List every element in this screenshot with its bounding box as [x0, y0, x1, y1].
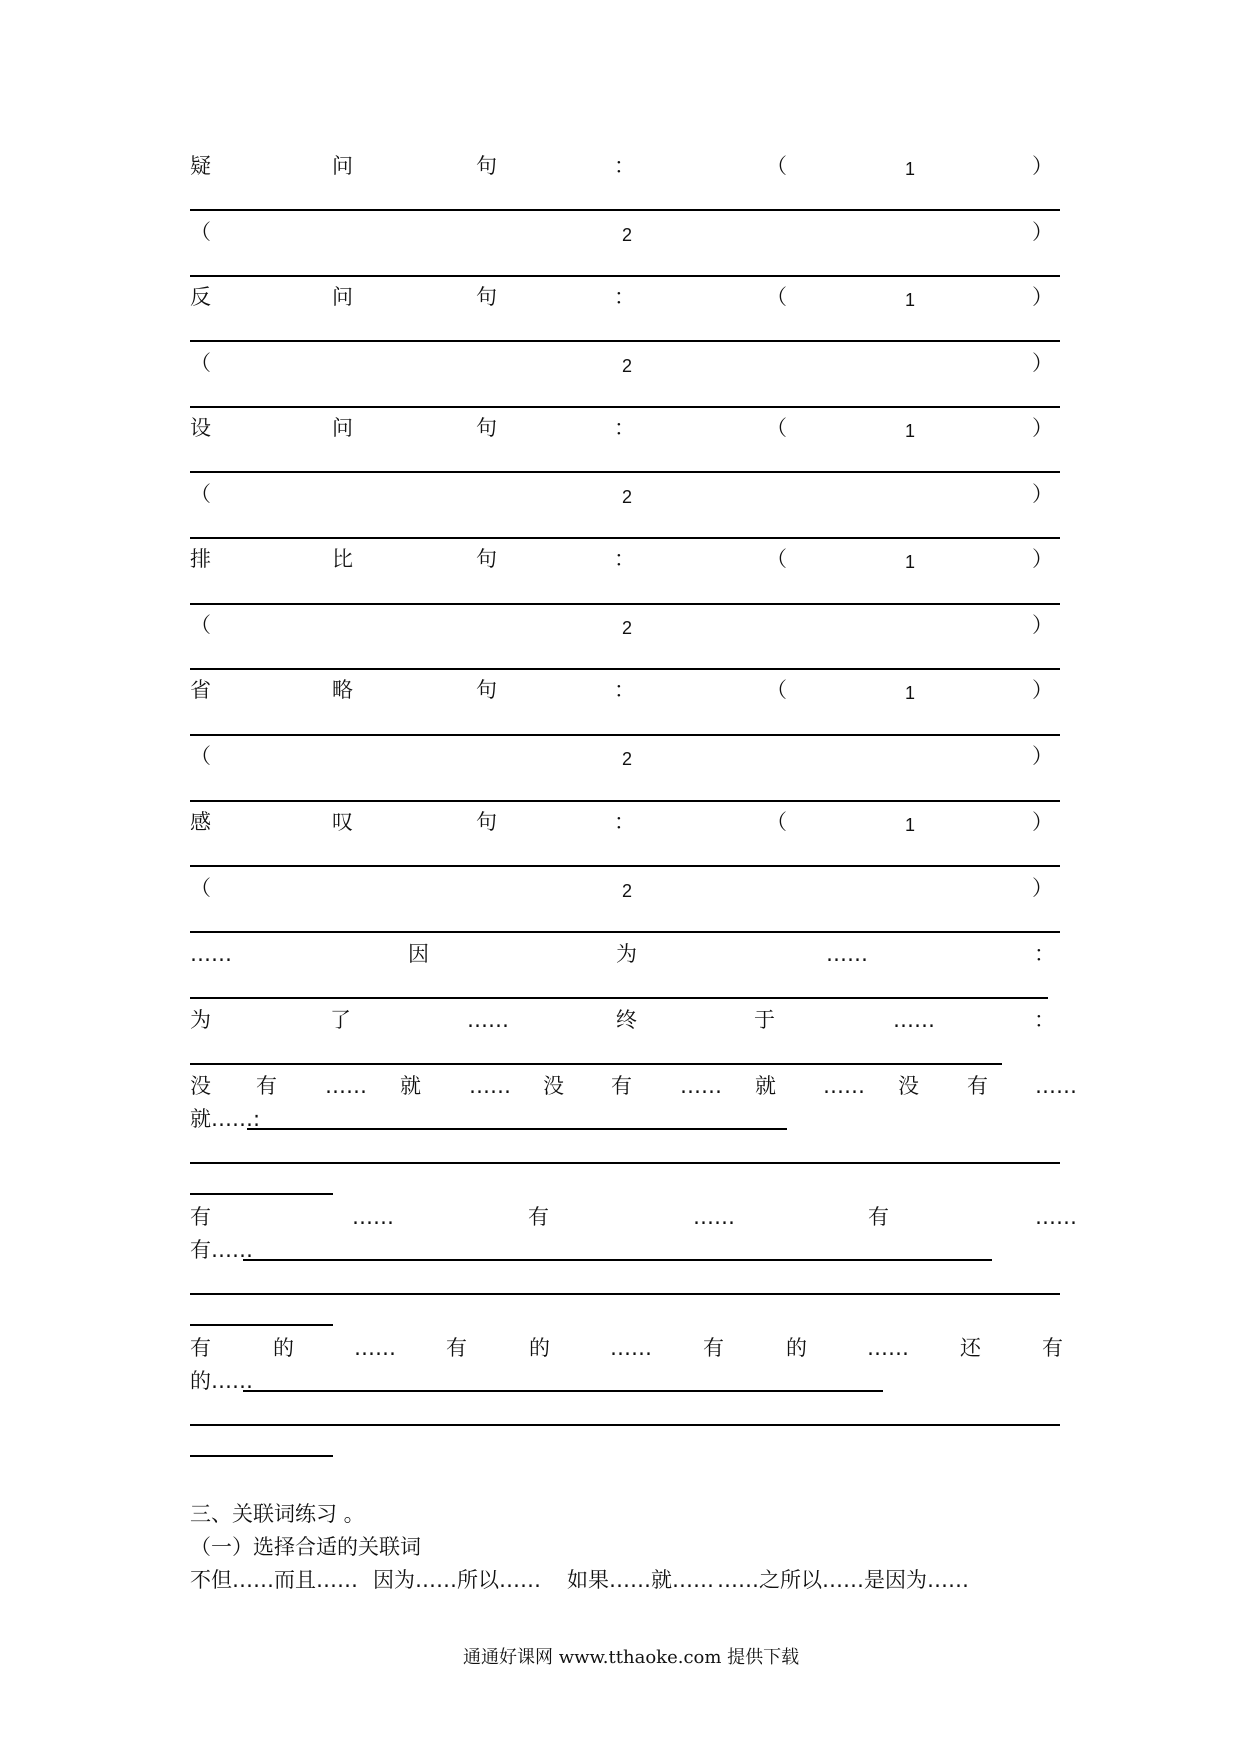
pattern-token: ……	[693, 1205, 735, 1229]
type-char: 句	[476, 285, 497, 309]
type-char: 设	[190, 416, 211, 440]
pattern-token: ……	[354, 1336, 396, 1360]
paren-close: ）	[1032, 613, 1053, 637]
paren-close: ）	[1032, 285, 1053, 309]
paren-open: （	[190, 744, 211, 768]
pattern-token: 有	[1042, 1336, 1063, 1360]
answer-line[interactable]	[190, 1063, 1002, 1065]
paren-open: （	[766, 678, 787, 702]
pattern-token: ：	[1034, 1008, 1055, 1032]
pattern-token: 有	[528, 1205, 549, 1229]
type-char: 句	[476, 547, 497, 571]
paren-open: （	[190, 482, 211, 506]
item-number: 2	[622, 356, 633, 376]
pattern-token: ……	[325, 1074, 367, 1098]
paren-open: （	[766, 285, 787, 309]
paren-close: ）	[1032, 416, 1053, 440]
type-char: 疑	[190, 154, 211, 178]
answer-line[interactable]	[190, 406, 1060, 408]
answer-line[interactable]	[190, 1455, 333, 1457]
paren-close: ）	[1032, 482, 1053, 506]
type-char: 省	[190, 678, 211, 702]
section-title: 三、关联词练习 。	[190, 1502, 365, 1526]
pattern-token: ……	[867, 1336, 909, 1360]
colon: ：	[614, 285, 635, 309]
answer-line[interactable]	[190, 668, 1060, 670]
pattern-token: 有	[611, 1074, 632, 1098]
pattern-token: ……	[823, 1074, 865, 1098]
pattern-token: 有	[868, 1205, 889, 1229]
pattern-token: 终	[616, 1008, 637, 1032]
paren-close: ）	[1032, 810, 1053, 834]
type-char: 感	[190, 810, 211, 834]
answer-line[interactable]	[190, 865, 1060, 867]
type-char: 略	[332, 678, 353, 702]
pattern-token: 为	[190, 1008, 211, 1032]
pattern-token: ……	[680, 1074, 722, 1098]
paren-open: （	[190, 613, 211, 637]
answer-line[interactable]	[190, 734, 1060, 736]
type-char: 句	[476, 416, 497, 440]
type-char: 比	[332, 547, 353, 571]
answer-line[interactable]	[243, 1259, 992, 1261]
item-number: 2	[622, 225, 633, 245]
footer-text: 通通好课网 www.tthaoke.com 提供下载	[463, 1647, 800, 1668]
item-number: 2	[622, 749, 633, 769]
pattern-token: ……	[190, 942, 232, 966]
item-number: 2	[622, 618, 633, 638]
colon: ：	[614, 678, 635, 702]
answer-line[interactable]	[247, 1128, 787, 1130]
paren-close: ）	[1032, 547, 1053, 571]
type-char: 问	[332, 416, 353, 440]
answer-line[interactable]	[190, 800, 1060, 802]
pattern-token: 有	[190, 1336, 211, 1360]
answer-line[interactable]	[190, 1324, 333, 1326]
type-char: 排	[190, 547, 211, 571]
pattern-token: 就	[400, 1074, 421, 1098]
answer-line[interactable]	[190, 1193, 333, 1195]
pattern-token: ……	[352, 1205, 394, 1229]
pattern-token: 有	[703, 1336, 724, 1360]
pattern-token: 因	[408, 942, 429, 966]
answer-line[interactable]	[190, 471, 1060, 473]
pattern-token: 于	[754, 1008, 775, 1032]
pattern-token: 没	[898, 1074, 919, 1098]
answer-line[interactable]	[190, 997, 1048, 999]
paren-close: ）	[1032, 876, 1053, 900]
type-char: 问	[332, 285, 353, 309]
conjunction-option: ……之所以……是因为……	[717, 1568, 969, 1592]
pattern-token: ……	[1035, 1205, 1077, 1229]
paren-open: （	[190, 876, 211, 900]
paren-close: ）	[1032, 351, 1053, 375]
paren-close: ）	[1032, 678, 1053, 702]
pattern-token: ……	[893, 1008, 935, 1032]
item-number: 1	[905, 815, 916, 835]
conjunction-option: 因为……所以……	[373, 1568, 541, 1592]
pattern-token: 有	[446, 1336, 467, 1360]
item-number: 2	[622, 881, 633, 901]
pattern-token: 还	[960, 1336, 981, 1360]
type-char: 问	[332, 154, 353, 178]
answer-line[interactable]	[190, 275, 1060, 277]
type-char: 叹	[332, 810, 353, 834]
item-number: 1	[905, 159, 916, 179]
answer-line[interactable]	[190, 1162, 1060, 1164]
answer-line[interactable]	[243, 1390, 883, 1392]
pattern-token: ……	[826, 942, 868, 966]
conjunction-option: 不但……而且……	[190, 1568, 358, 1592]
colon: ：	[614, 154, 635, 178]
pattern-token: 的	[786, 1336, 807, 1360]
pattern-token: 就……:	[190, 1107, 261, 1131]
pattern-token: 就	[755, 1074, 776, 1098]
item-number: 1	[905, 552, 916, 572]
item-number: 1	[905, 683, 916, 703]
pattern-token: 的	[529, 1336, 550, 1360]
item-number: 1	[905, 290, 916, 310]
pattern-token: 为	[616, 942, 637, 966]
answer-line[interactable]	[190, 537, 1060, 539]
conjunction-option: 如果……就……	[567, 1568, 714, 1592]
colon: ：	[614, 547, 635, 571]
paren-close: ）	[1032, 744, 1053, 768]
paren-open: （	[766, 810, 787, 834]
paren-close: ）	[1032, 154, 1053, 178]
paren-open: （	[766, 154, 787, 178]
colon: ：	[614, 416, 635, 440]
type-char: 句	[476, 678, 497, 702]
paren-close: ）	[1032, 220, 1053, 244]
pattern-token: 有	[967, 1074, 988, 1098]
answer-line[interactable]	[190, 1293, 1060, 1295]
answer-line[interactable]	[190, 340, 1060, 342]
pattern-token: ……	[469, 1074, 511, 1098]
item-number: 2	[622, 487, 633, 507]
colon: ：	[614, 810, 635, 834]
answer-line[interactable]	[190, 209, 1060, 211]
type-char: 句	[476, 810, 497, 834]
pattern-token: 的……	[190, 1369, 253, 1393]
pattern-token: 了	[330, 1008, 351, 1032]
pattern-token: 有	[256, 1074, 277, 1098]
pattern-token: 的	[273, 1336, 294, 1360]
paren-open: （	[190, 351, 211, 375]
pattern-token: 没	[190, 1074, 211, 1098]
type-char: 句	[476, 154, 497, 178]
pattern-token: ：	[1034, 942, 1055, 966]
pattern-token: 没	[543, 1074, 564, 1098]
pattern-token: 有……	[190, 1238, 253, 1262]
section-subtitle: （一）选择合适的关联词	[190, 1535, 421, 1559]
pattern-token: 有	[190, 1205, 211, 1229]
pattern-token: ……	[1035, 1074, 1077, 1098]
pattern-token: ……	[467, 1008, 509, 1032]
answer-line[interactable]	[190, 603, 1060, 605]
answer-line[interactable]	[190, 931, 1060, 933]
paren-open: （	[190, 220, 211, 244]
paren-open: （	[766, 416, 787, 440]
answer-line[interactable]	[190, 1424, 1060, 1426]
pattern-token: ……	[610, 1336, 652, 1360]
paren-open: （	[766, 547, 787, 571]
item-number: 1	[905, 421, 916, 441]
type-char: 反	[190, 285, 211, 309]
